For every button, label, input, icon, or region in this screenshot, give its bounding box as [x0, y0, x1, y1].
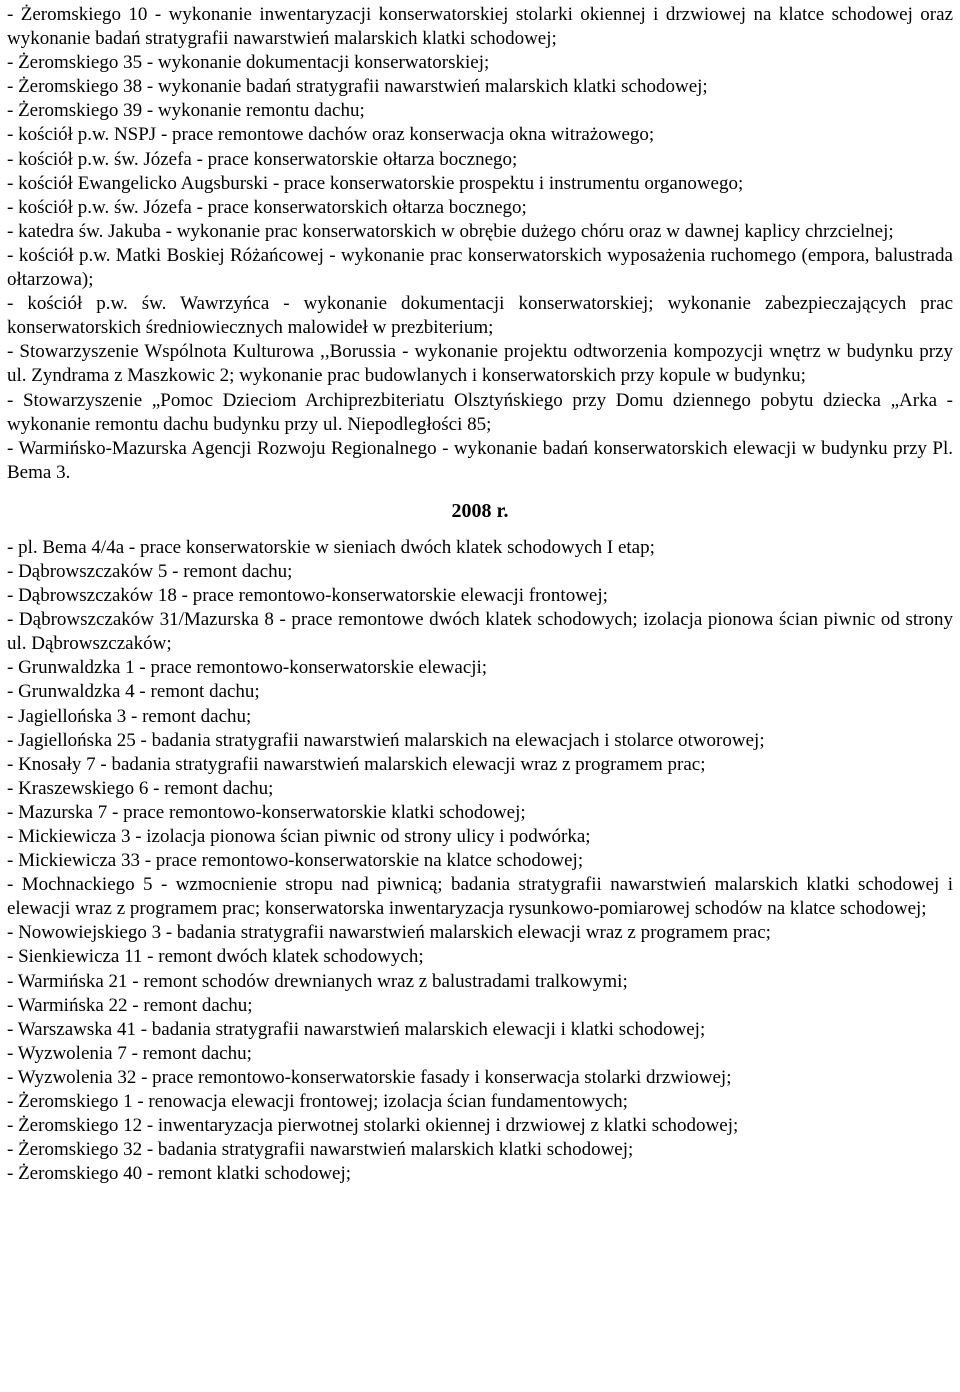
list-item: - Dąbrowszczaków 31/Mazurska 8 - prace remontowe dwóch klatek schodowych; izolacja pionowa ścian piwnic od strony ul. Dąbrowszczaków; [7, 609, 953, 655]
list-item: - Stowarzyszenie „Pomoc Dzieciom Archiprezbiteriatu Olsztyńskiego przy Domu dziennego pobytu dziecka „Arka - wykonanie remontu dachu budynku przy ul. Niepodległości 85; [7, 389, 953, 435]
section-heading-2008: 2008 r. [451, 499, 509, 522]
list-item: - Mickiewicza 3 - izolacja pionowa ścian piwnic od strony ulicy i podwórka; [7, 826, 591, 847]
list-item: - kościół p.w. Matki Boskiej Różańcowej - wykonanie prac konserwatorskich wyposażenia ruchomego (empora, balustrada ołtarzowa); [7, 244, 953, 291]
list-item: - Grunwaldzka 4 - remont dachu; [7, 681, 260, 703]
list-item: - Żeromskiego 10 - wykonanie inwentaryzacji konserwatorskiej stolarki okiennej i drzwiowej na klatce schodowej oraz wykonanie badań stratygrafii nawarstwień malarskich klatki schodowej; [7, 4, 953, 50]
list-item: - kościół p.w. św. Wawrzyńca - wykonanie dokumentacji konserwatorskiej; wykonanie zabezpieczających prac konserwatorskich średniowiecznych malowideł w prezbiterium; [7, 293, 953, 339]
list-item: - Mickiewicza 33 - prace remontowo-konserwatorskie na klatce schodowej; [7, 850, 584, 872]
section-2007-list [7, 3, 953, 485]
list-item: - kościół p.w. św. Józefa - prace konserwatorskich ołtarza bocznego; [7, 196, 527, 218]
list-item: - Warmińsko-Mazurska Agencji Rozwoju Regionalnego - wykonanie badań konserwatorskich elewacji w budynku przy Pl. Bema 3. [7, 437, 953, 483]
list-item: - Wyzwolenia 32 - prace remontowo-konserwatorskie fasady i konserwacja stolarki drzwiowej; [7, 1066, 732, 1088]
list-item: - Knosały 7 - badania stratygrafii nawarstwień malarskich elewacji wraz z programem prac; [7, 753, 706, 775]
list-item: - kościół p.w. św. Józefa - prace konserwatorskie ołtarza bocznego; [7, 148, 518, 170]
list-item: - Dąbrowszczaków 18 - prace remontowo-konserwatorskie elewacji frontowej; [7, 585, 608, 607]
list-item: - Warmińska 22 - remont dachu; [7, 994, 253, 1016]
list-item: - Warmińska 21 - remont schodów drewnianych wraz z balustradami tralkowymi; [7, 970, 628, 992]
list-item: - Mochnackiego 5 - wzmocnienie stropu nad piwnicą; badania stratygrafii nawarstwień malarskich klatki schodowej i elewacji wraz z programem prac; konserwatorska inwentaryzacja rysunkowo-pomiarowej schodów na klatce schodowej; [7, 874, 953, 920]
list-item: - Żeromskiego 12 - inwentaryzacja pierwotnej stolarki okiennej i drzwiowej z klatki schodowej; [7, 1115, 739, 1137]
list-item: - kościół p.w. NSPJ - prace remontowe dachów oraz konserwacja okna witrażowego; [7, 124, 655, 146]
list-item: - Jagiellońska 3 - remont dachu; [7, 705, 252, 727]
list-item: - Żeromskiego 32 - badania stratygrafii nawarstwień malarskich klatki schodowej; [7, 1139, 634, 1161]
list-item: - Warszawska 41 - badania stratygrafii nawarstwień malarskich elewacji i klatki schodowej; [7, 1018, 706, 1040]
list-item: - kościół Ewangelicko Augsburski - prace konserwatorskie prospektu i instrumentu organowego; [7, 172, 744, 194]
list-item: - katedra św. Jakuba - wykonanie prac konserwatorskich w obrębie dużego chóru oraz w dawnej kaplicy chrzcielnej; [7, 220, 894, 242]
list-item: - Żeromskiego 40 - remont klatki schodowej; [7, 1163, 352, 1185]
list-item: - Żeromskiego 38 - wykonanie badań stratygrafii nawarstwień malarskich klatki schodowej; [7, 76, 708, 98]
section-2008-list [7, 536, 953, 1187]
list-item: - Sienkiewicza 11 - remont dwóch klatek schodowych; [7, 946, 424, 968]
list-item: - Mazurska 7 - prace remontowo-konserwatorskie klatki schodowej; [7, 801, 526, 823]
list-item: - Żeromskiego 1 - renowacja elewacji frontowej; izolacja ścian fundamentowych; [7, 1091, 628, 1113]
list-item: - Stowarzyszenie Wspólnota Kulturowa ,,Borussia - wykonanie projektu odtworzenia kompozycji wnętrz w budynku przy ul. Zyndrama z Maszkowic 2; wykonanie prac budowlanych i konserwatorskich przy kopule w budynku; [7, 341, 953, 387]
list-item: - Żeromskiego 39 - wykonanie remontu dachu; [7, 100, 365, 122]
list-item: - Żeromskiego 35 - wykonanie dokumentacji konserwatorskiej; [7, 52, 490, 74]
list-item: - pl. Bema 4/4a - prace konserwatorskie w sieniach dwóch klatek schodowych I etap; [7, 536, 655, 558]
list-item: - Nowowiejskiego 3 - badania stratygrafii nawarstwień malarskich elewacji wraz z programem prac; [7, 922, 771, 944]
list-item: - Wyzwolenia 7 - remont dachu; [7, 1042, 252, 1064]
list-item: - Jagiellońska 25 - badania stratygrafii nawarstwień malarskich na elewacjach i stolarce otworowej; [7, 729, 765, 751]
list-item: - Dąbrowszczaków 5 - remont dachu; [7, 560, 293, 582]
list-item: - Grunwaldzka 1 - prace remontowo-konserwatorskie elewacji; [7, 657, 488, 679]
list-item: - Kraszewskiego 6 - remont dachu; [7, 777, 274, 799]
